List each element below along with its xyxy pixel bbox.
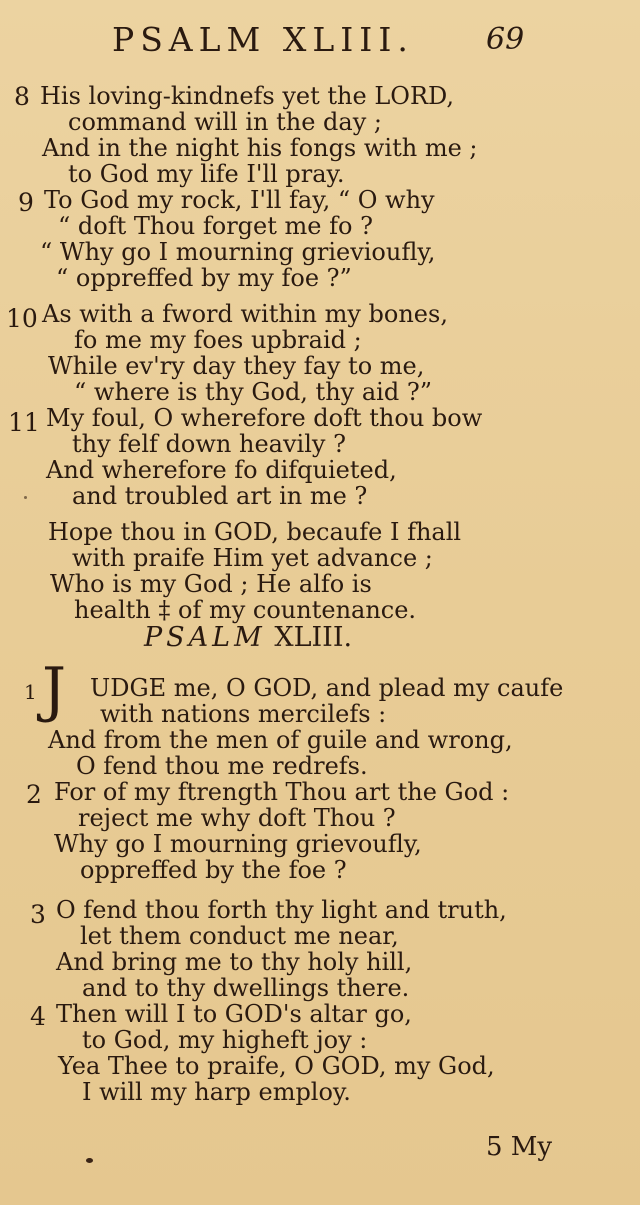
verse-line: and troubled art in me ? [72,482,368,510]
verse-line: command will in the day ; [68,108,383,136]
running-head: PSALM XLIII. [112,20,414,59]
verse-line: His loving-kindnefs yet the LORD, [40,82,455,110]
verse-line: O fend thou forth thy light and truth, [56,896,507,924]
verse-line: health ‡ of my countenance. [74,596,417,624]
verse-line: let them conduct me near, [80,922,399,950]
verse-line: As with a fword within my bones, [42,300,448,328]
verse-line: And wherefore fo difquieted, [46,456,397,484]
verse-line: And in the night his fongs with me ; [42,134,478,162]
verse-line: “ doft Thou forget me fo ? [58,212,373,240]
verse-line: And from the men of guile and wrong, [48,726,513,754]
verse-line: “ where is thy God, thy aid ?” [74,378,432,406]
verse-line: reject me why doft Thou ? [78,804,396,832]
verse-line: I will my harp employ. [82,1078,351,1106]
page-number: 69 [486,22,525,57]
ink-speck [24,496,27,499]
verse-number: 8 [14,82,30,111]
verse-line: My foul, O wherefore doft thou bow [46,404,483,432]
verse-line: to God, my higheft joy : [82,1026,368,1054]
psalm-heading-word: PSALM [144,622,266,653]
psalm-heading-numeral: XLIII. [274,622,353,653]
verse-line: with praife Him yet advance ; [72,544,433,572]
verse-line: thy felf down heavily ? [72,430,346,458]
verse-line: While ev'ry day they fay to me, [48,352,425,380]
verse-line: Hope thou in GOD, becaufe I fhall [48,518,462,546]
verse-line: and to thy dwellings there. [82,974,410,1002]
verse-line: “ oppreffed by my foe ?” [56,264,352,292]
verse-line: To God my rock, I'll fay, “ O why [44,186,435,214]
verse-line: For of my ftrength Thou art the God : [54,778,510,806]
verse-line: Then will I to GOD's altar go, [56,1000,412,1028]
verse-line: with nations mercilefs : [100,700,387,728]
verse-line: Who is my God ; He alfo is [50,570,372,598]
verse-line: fo me my foes upbraid ; [74,326,362,354]
verse-number: 11 [8,408,40,437]
verse-number: 10 [6,304,38,333]
verse-line: to God my life I'll pray. [68,160,345,188]
verse-line: oppreffed by the foe ? [80,856,347,884]
catchword: 5 My [486,1132,553,1162]
verse-number: 3 [30,900,46,929]
verse-number: 1 [24,680,37,704]
verse-number: 4 [30,1002,46,1031]
verse-number: 9 [18,188,34,217]
drop-cap: J [42,655,67,725]
verse-line: UDGE me, O GOD, and plead my caufe [90,674,564,702]
verse-number: 2 [26,780,42,809]
verse-line: And bring me to thy holy hill, [56,948,413,976]
verse-line: O fend thou me redrefs. [76,752,368,780]
ink-speck [86,1158,93,1163]
verse-line: Yea Thee to praife, O GOD, my God, [58,1052,495,1080]
verse-line: Why go I mourning grievoufly, [54,830,422,858]
verse-line: “ Why go I mourning grievioufly, [40,238,436,266]
psalm-heading [144,622,352,653]
